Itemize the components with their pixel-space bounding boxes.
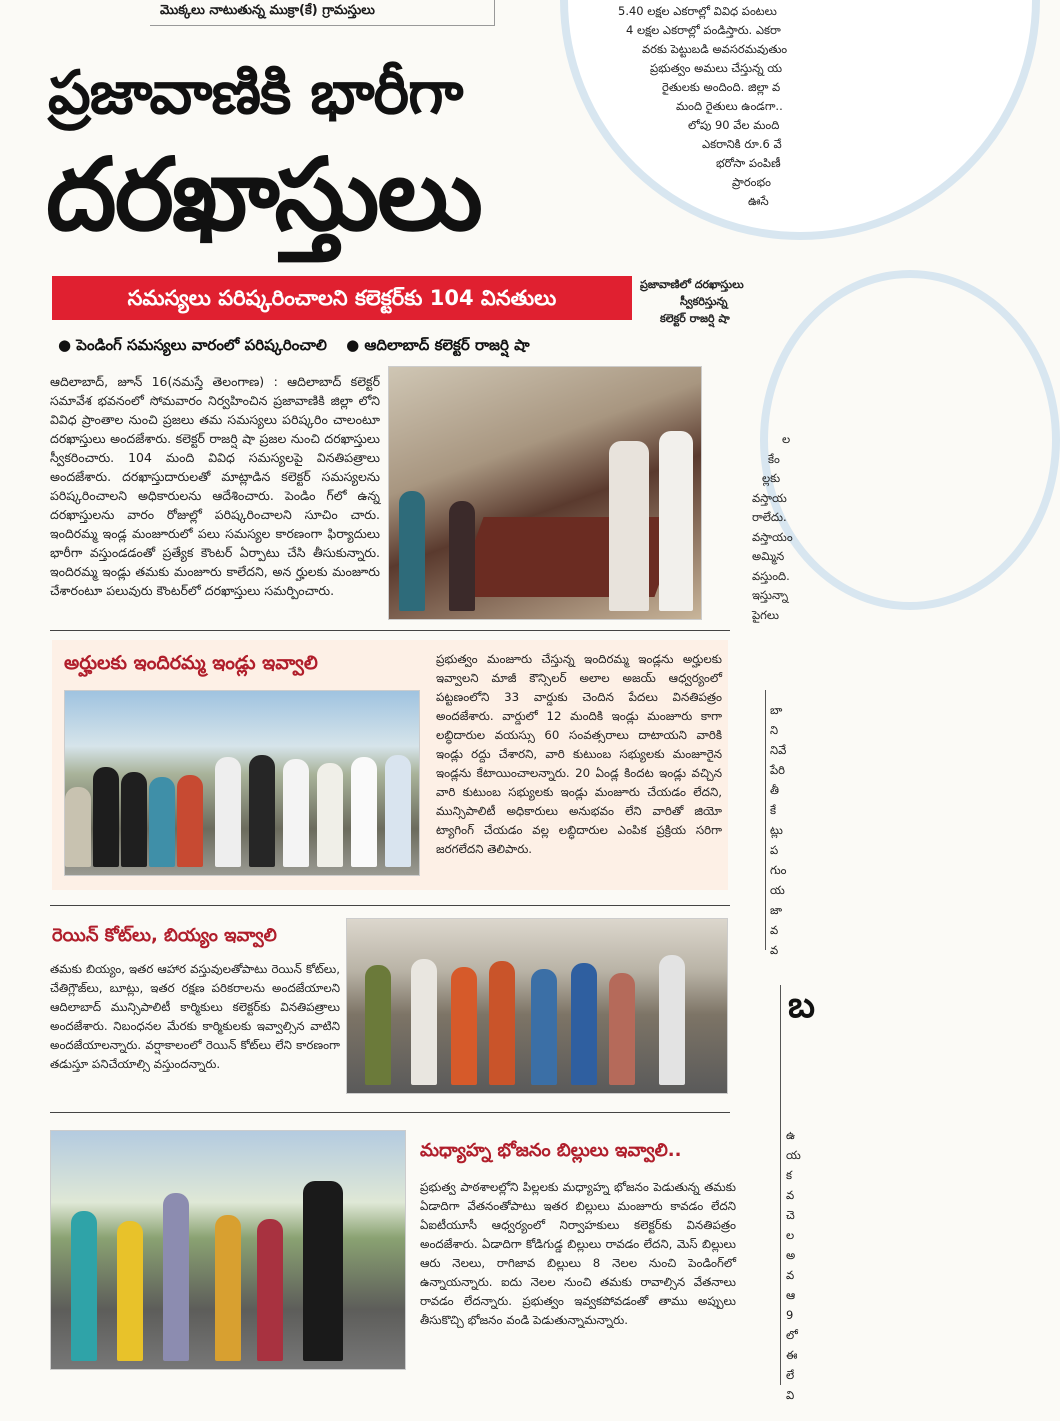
story-line: వస్తుంది. — [752, 568, 790, 583]
story-line: పేరి — [770, 763, 785, 777]
midday-meal-text: ప్రభుత్వ పాఠశాలల్లోని పిల్లలకు మధ్యాహ్న భోజనం పెడుతున్న తమకు ఏడాదిగా వేతనంతోపాటు ఇతర బిల్లులు మంజూరు కావడం లేదని ఏఐటీయూసీ ఆధ్వర్యంలో నిర్వాహకులు కలెక్టర్‌కు వినతిపత్రం అందజేశారు. ఏడాదిగా కోడిగుడ్డ బిల్లులు రావడం లేదని, మెస్ బిల్లులు ఆరు నెలలు, రాగిజావ బిల్లులు 8 నెలల నుంచి పెండింగ్‌లో ఉన్నాయన్నారు. ఐదు నెలల నుంచి తమకు రావాల్సిన వేతనాలు రావడం లేదన్నారు. ప్రభుత్వం ఇవ్వకపోవడంతో తాము అప్పులు తీసుకొచ్చి భోజనం వండి పెడుతున్నామన్నారు. — [420, 1180, 736, 1327]
story-line: తీ — [770, 783, 779, 797]
story-line: ప — [770, 843, 779, 857]
story-line: ప్రభుత్వం అమలు చేస్తున్న య — [650, 61, 783, 75]
photo-person — [283, 759, 309, 867]
raincoats-rice-title: రెయిన్ కోట్‌లు, బియ్యం ఇవ్వాలి — [52, 925, 277, 946]
photo-table-shape — [454, 517, 683, 597]
photo-person — [351, 757, 377, 867]
indiramma-houses-text: ప్రభుత్వం మంజూరు చేస్తున్న ఇందిరమ్మ ఇండ్లను అర్హులకు ఇవ్వాలని మాజీ కౌన్సిలర్ అలాల అజయ్ ఆధ్వర్యంలో పట్టణంలోని 33 వార్డుకు చెందిన పేదలు వినతిపత్రం అందజేశారు. వార్డులో 12 మందికి ఇండ్లు మంజూరు కాగా లబ్ధిదారుల వయస్సు 60 సంవత్సరాలు దాటాయని వారికి ఇండ్లు రద్దు చేశారని, వారి కుటుంబ సభ్యులకు మంజూరైన ఇండ్లను కేటాయించాలన్నారు. 20 ఏండ్ల కిందట ఇండ్లు వచ్చిన వారి కుటుంబ సభ్యులకు ఇండ్లు మంజూరు చేయడం లేదని, మున్సిపాలిటీ అధికారులు అనుభవం లేని వారితో జియో ట్యాగింగ్ చేయడం వల్ల లబ్ధిదారుల ఎంపిక ప్రక్రియ సరిగా జరగలేదని తెలిపారు. — [436, 652, 722, 856]
right-adjacent-headline-fragment: బ — [788, 985, 816, 1026]
story-line: అమ్మిన — [752, 549, 785, 563]
story-line: ఎకరానికి రూ.6 వే — [702, 137, 782, 151]
story-line: పైగలు — [752, 607, 780, 622]
right-adjacent-story-text — [752, 430, 800, 625]
story-line: 5.40 లక్షల ఎకరాల్లో వివిధ పంటలు — [618, 4, 777, 18]
story-line: క — [786, 1168, 793, 1182]
photo-person — [215, 757, 241, 867]
photo-person — [411, 959, 437, 1085]
bullet-item: ● పెండింగ్ సమస్యలు వారంలో పరిష్కరించాలి — [58, 336, 327, 354]
story-line: ఆ — [786, 1288, 796, 1302]
photo-person — [117, 1221, 143, 1361]
story-line: చె — [786, 1208, 795, 1222]
story-line: వస్తాయం — [752, 529, 793, 544]
photo-person — [451, 967, 477, 1085]
story-line: కేం — [768, 451, 780, 466]
story-line: లోపు 90 వేల మంది — [688, 118, 780, 132]
story-line: లే — [786, 1368, 795, 1382]
section-divider — [50, 905, 730, 906]
story-line: భరోసా పంపిణీ — [716, 156, 781, 170]
photo-person — [531, 969, 557, 1085]
photo-person — [249, 755, 275, 867]
photo-person — [177, 775, 203, 867]
top-right-adjacent-story — [560, 0, 800, 250]
raincoats-rice-text: తమకు బియ్యం, ఇతర ఆహార వస్తువులతోపాటు రెయిన్ కోట్‌లు, చేతిగ్లౌజ్‌లు, బూట్లు, ఇతర రక్షణ పరికరాలను అందజేయాలని ఆదిలాబాద్ మున్సిపాలిటీ కార్మికులు కలెక్టర్‌కు వినతిపత్రాలు అందజేశారు. నిబంధనల మేరకు కార్మికులకు ఇవ్వాల్సిన వాటిని అందజేయాలన్నారు. వర్షాకాలంలో రెయిన్ కోట్‌లు లేని కారణంగా తడుస్తూ పనిచేయాల్సి వస్తుందన్నారు. — [50, 962, 340, 1071]
subheadline-banner: సమస్యలు పరిష్కరించాలని కలెక్టర్‌కు 104 వినతులు — [52, 276, 632, 320]
column-rule — [780, 985, 781, 1385]
caption-line: స్వీకరిస్తున్న — [680, 295, 728, 308]
story-line: ని — [770, 723, 779, 737]
story-line: లో — [786, 1328, 798, 1342]
photo-indiramma-petitioners — [64, 690, 420, 876]
story-line: అ — [786, 1248, 796, 1262]
story-line: బా — [770, 703, 783, 717]
photo-person — [659, 955, 685, 1085]
decorative-arc — [760, 270, 1060, 610]
top-photo-caption: మొక్కలు నాటుతున్న ముక్రా(కే) గ్రామస్తులు — [150, 0, 495, 26]
main-article-text: ఆదిలాబాద్, జూన్ 16(నమస్తే తెలంగాణ) : ఆదిలాబాద్ కలెక్టర్ సమావేశ భవనంలో సోమవారం నిర్వహించిన ప్రజావాణికి జిల్లా లోని వివిధ ప్రాంతాల నుంచి ప్రజలు తమ సమస్యలు పరిష్కరిం చాలంటూ దరఖాస్తులు అందజేశారు. కలెక్టర్ రాజర్షి షా ప్రజల నుంచి దరఖాస్తులు స్వీకరించారు. 104 మంది వివిధ సమస్యలపై వినతిపత్రాలు అందజేశారు. దరఖాస్తుదారులతో మాట్లాడిన కలెక్టర్ సమస్యలను పరిష్కరించాలని అధికారులను ఆదేశించారు. పెండిం గ్‌లో ఉన్న దరఖాస్తులను వారం రోజుల్లో పరిష్కరించాలని సూచిం చారు. ఇందిరమ్మ ఇండ్ల మంజూరులో పలు సమస్యల కారణంగా ఫిర్యాదులు భారీగా వస్తుండడంతో ప్రత్యేక కౌంటర్ ఏర్పాటు చేసి తీసుకున్నారు. ఇందిరమ్మ ఇండ్లు తమకు మంజూరు కాలేదని, అన ర్హులకు మంజూరు చేశారంటూ పలువురు కౌంటర్‌లో దరఖాస్తులు సమర్పించారు. — [50, 374, 380, 598]
story-line: ఉ — [786, 1128, 796, 1142]
section-divider — [50, 630, 730, 631]
caption-line: కలెక్టర్ రాజర్షి షా — [660, 312, 730, 325]
photo-person — [65, 787, 91, 867]
story-line: య — [786, 1148, 801, 1162]
story-line: రైతులకు అందింది. జిల్లా వ — [662, 80, 781, 94]
photo-person — [257, 1219, 283, 1361]
photo-person — [609, 441, 649, 611]
photo-person — [609, 973, 635, 1085]
photo-person — [449, 501, 475, 611]
column-rule — [765, 690, 766, 950]
story-line: మంది రైతులు ఉండగా.. — [676, 99, 783, 113]
story-line: ఊసే — [748, 194, 769, 208]
right-adjacent-story-text-2 — [770, 700, 800, 960]
story-line: కే — [770, 803, 777, 817]
photo-person — [121, 772, 147, 867]
photo-person — [317, 763, 343, 867]
right-adjacent-story-text-3 — [786, 1125, 800, 1405]
top-right-story-text — [618, 2, 800, 211]
story-line: నివే — [770, 743, 787, 757]
story-line: ల — [782, 432, 791, 446]
section-divider — [50, 1112, 730, 1113]
photo-person — [571, 963, 597, 1085]
story-line: 4 లక్షల ఎకరాల్లో పండిస్తారు. ఎకరా — [626, 23, 781, 37]
photo-person — [215, 1215, 241, 1361]
story-line: వరకు పెట్టుబడి అవసరమవుతుం — [642, 42, 788, 56]
story-line: ల్లకు — [762, 471, 781, 485]
caption-line: ప్రజావాణిలో దరఖాస్తులు — [640, 278, 744, 291]
photo-person — [163, 1193, 189, 1361]
photo-person — [489, 961, 515, 1085]
photo-midday-meal-workers — [50, 1130, 406, 1370]
story-line: రాలేదు. — [752, 510, 787, 524]
bullet-item: ● ఆదిలాబాద్ కలెక్టర్ రాజర్షి షా — [346, 336, 530, 354]
midday-meal-title: మధ్యాహ్న భోజనం బిల్లులు ఇవ్వాలి.. — [420, 1140, 682, 1161]
photo-person — [365, 965, 391, 1085]
photo-person — [93, 767, 119, 867]
story-line: ల — [786, 1228, 795, 1242]
indiramma-houses-title: అర్హులకు ఇందిరమ్మ ఇండ్లు ఇవ్వాలి — [64, 652, 318, 674]
photo-person — [71, 1211, 97, 1361]
photo-collector-prajavani — [388, 366, 702, 620]
story-line: వ — [786, 1188, 795, 1202]
photo-person — [303, 1181, 343, 1361]
story-line: 9 — [786, 1308, 794, 1322]
photo-person — [659, 431, 693, 611]
story-line: గుం — [770, 863, 787, 877]
story-line: వస్తాయ — [752, 490, 787, 505]
photo-person — [399, 491, 425, 611]
story-line: వ — [770, 943, 779, 957]
story-line: ప్రారంభం — [732, 175, 771, 189]
story-line: జా — [770, 903, 783, 917]
story-line: ట్లు — [770, 823, 783, 837]
photo-person — [149, 777, 175, 867]
story-line: య — [770, 883, 785, 897]
highlight-bullets — [58, 336, 544, 358]
photo-person — [385, 755, 411, 867]
story-line: వ — [786, 1268, 795, 1282]
story-line: ఇస్తున్నా — [752, 588, 789, 602]
story-line: వ — [770, 923, 779, 937]
story-line: ఈ — [786, 1348, 798, 1362]
photo-municipal-workers — [346, 918, 728, 1094]
headline-line-1: ప్రజావాణికి భారీగా — [48, 58, 463, 128]
story-line: వి — [786, 1388, 795, 1402]
headline-line-2: దరఖాస్తులు — [46, 136, 481, 253]
